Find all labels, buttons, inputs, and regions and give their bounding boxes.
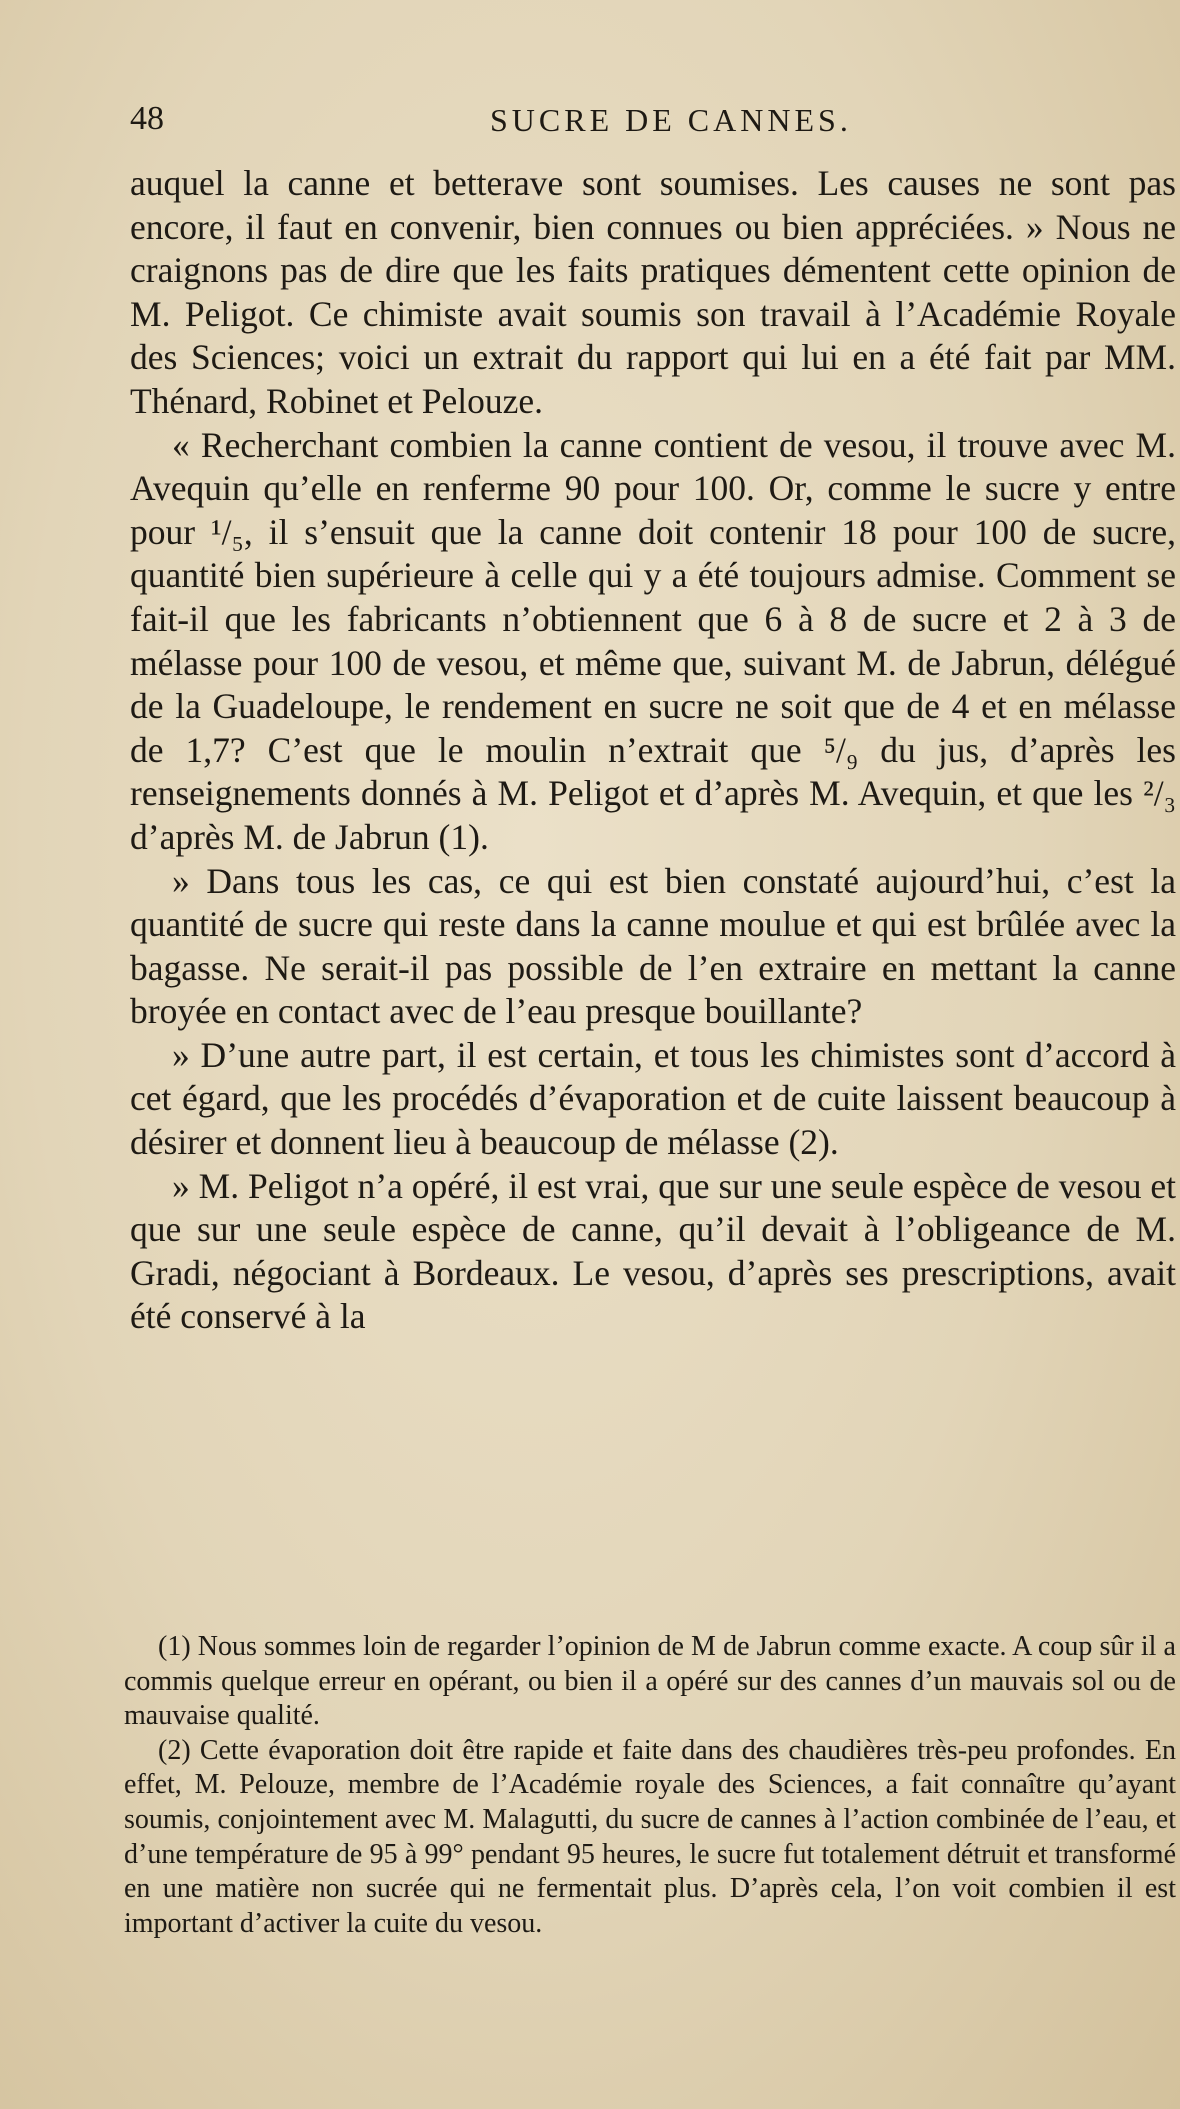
paragraph-4: » D’une autre part, il est certain, et tous les chimistes sont d’accord à cet égard, que les procédés d’évaporation et de cuite laissent beaucoup à désirer et donnent lieu à beaucoup de mélasse (2). (130, 1034, 1176, 1163)
main-text (130, 162, 1176, 1339)
paragraph-2: « Recherchant combien la canne contient de vesou, il trouve avec M. Avequin qu’elle en renferme 90 pour 100. Or, comme le sucre y entre pour ¹/₅, il s’ensuit que la canne doit contenir 18 pour 100 de sucre, quantité bien supérieure à celle qui y a été toujours admise. Comment se fait-il que les fabricants n’obtiennent que 6 à 8 de sucre et 2 à 3 de mélasse pour 100 de vesou, et même que, suivant M. de Jabrun, délégué de la Guadeloupe, le rendement en sucre ne soit que de 4 et en mélasse de 1,7? C’est que le moulin n’extrait que ⁵/₉ du jus, d’après les renseignements donnés à M. Peligot et d’après M. Avequin, et que les ²/₃ d’après M. de Jabrun (1). (130, 424, 1176, 857)
running-head: SUCRE DE CANNES. (490, 102, 852, 138)
footnote-1: (1) Nous sommes loin de regarder l’opinion de M de Jabrun comme exacte. A coup sûr il a commis quelque erreur en opérant, ou bien il a opéré sur des cannes d’un mauvais sol ou de mauvaise qualité. (124, 1631, 1176, 1732)
page-header (130, 100, 1170, 150)
footnote-2: (2) Cette évaporation doit être rapide et faite dans des chaudières très-peu profondes. En effet, M. Pelouze, membre de l’Académie royale des Sciences, a fait connaître qu’ayant soumis, conjointement avec M. Malagutti, du sucre de cannes à l’action combinée de l’eau, et d’une température de 95 à 99° pendant 95 heures, le sucre fut totalement détruit et transformé en une matière non sucrée qui ne fermentait plus. D’après cela, l’on voit combien il est important d’activer la cuite du vesou. (124, 1734, 1176, 1939)
paragraph-1: auquel la canne et betterave sont soumises. Les causes ne sont pas encore, il faut en convenir, bien connues ou bien appréciées. » Nous ne craignons pas de dire que les faits pratiques démentent cette opinion de M. Peligot. Ce chimiste avait soumis son travail à l’Académie Royale des Sciences; voici un extrait du rapport qui lui en a été fait par MM. Thénard, Robinet et Pelouze. (130, 163, 1176, 421)
paragraph-3: » Dans tous les cas, ce qui est bien constaté aujourd’hui, c’est la quantité de sucre qui reste dans la canne moulue et qui est brûlée avec la bagasse. Ne serait-il pas possible de l’en extraire en mettant la canne broyée en contact avec de l’eau presque bouillante? (130, 860, 1176, 1032)
footnotes (124, 1630, 1176, 1941)
page-number: 48 (130, 100, 164, 137)
paragraph-5: » M. Peligot n’a opéré, il est vrai, que sur une seule espèce de vesou et que sur une seule espèce de canne, qu’il devait à l’obligeance de M. Gradi, négociant à Bordeaux. Le vesou, d’après ses prescriptions, avait été conservé à la (130, 1165, 1176, 1337)
